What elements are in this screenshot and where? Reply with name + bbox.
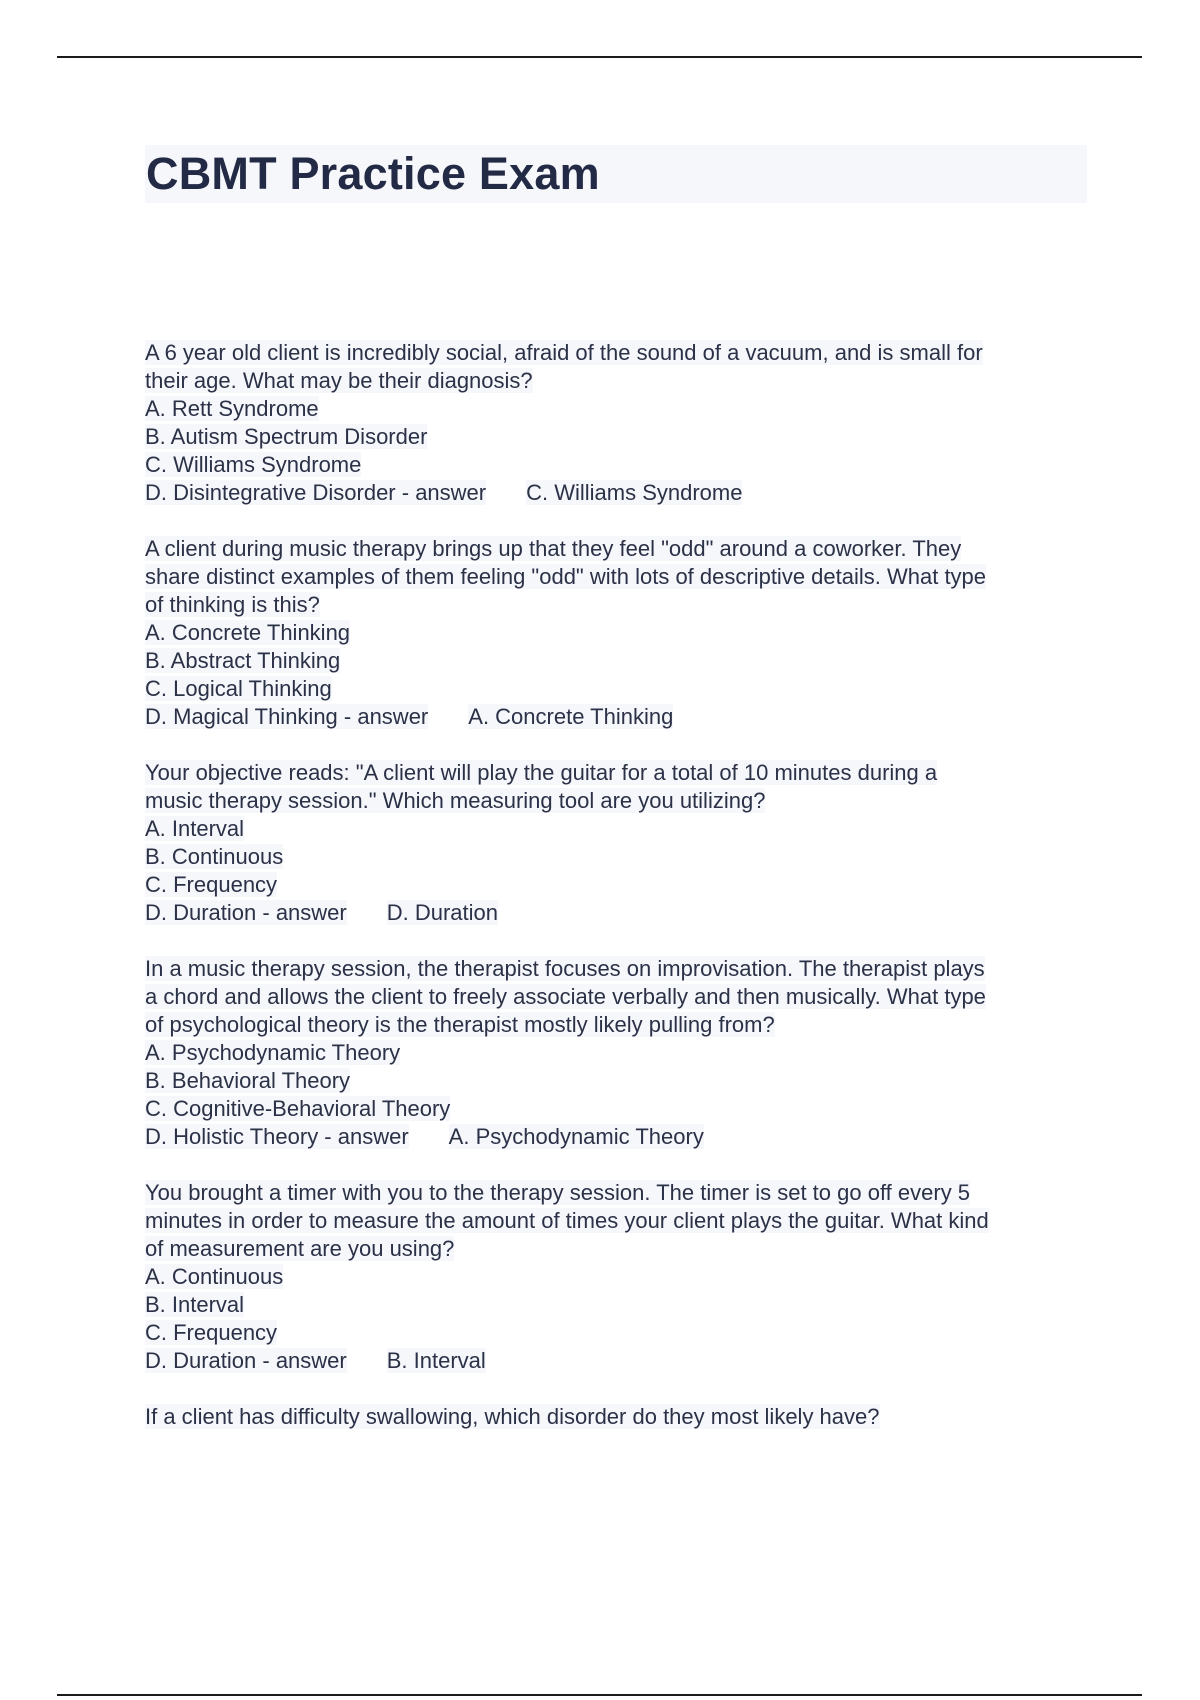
option-c: C. Williams Syndrome	[145, 452, 362, 477]
option-d: D. Holistic Theory - answer	[145, 1124, 409, 1149]
option-d-with-answer	[145, 899, 1095, 927]
question-stem-line: a chord and allows the client to freely associate verbally and then musically. What type	[145, 984, 986, 1009]
question-4	[145, 955, 1095, 1151]
option-d: D. Duration - answer	[145, 1348, 347, 1373]
question-stem-line: of psychological theory is the therapist mostly likely pulling from?	[145, 1012, 775, 1037]
option-b: B. Interval	[145, 1292, 245, 1317]
question-stem-line: of thinking is this?	[145, 592, 320, 617]
option-c: C. Logical Thinking	[145, 676, 332, 701]
option-d-with-answer	[145, 703, 1095, 731]
question-1	[145, 339, 1095, 507]
answer-text: B. Interval	[386, 1348, 486, 1373]
option-c: C. Frequency	[145, 872, 278, 897]
option-d-with-answer	[145, 1347, 1095, 1375]
answer-text: A. Psychodynamic Theory	[448, 1124, 704, 1149]
question-stem-line: of measurement are you using?	[145, 1236, 455, 1261]
answer-text: A. Concrete Thinking	[468, 704, 674, 729]
option-d: D. Duration - answer	[145, 900, 347, 925]
option-b: B. Behavioral Theory	[145, 1068, 351, 1093]
option-b: B. Autism Spectrum Disorder	[145, 424, 428, 449]
question-stem-line: You brought a timer with you to the therapy session. The timer is set to go off every 5	[145, 1180, 971, 1205]
option-d-with-answer	[145, 1123, 1095, 1151]
page-title: CBMT Practice Exam	[146, 148, 600, 199]
question-stem-line: their age. What may be their diagnosis?	[145, 368, 533, 393]
option-c: C. Frequency	[145, 1320, 278, 1345]
question-2	[145, 535, 1095, 731]
option-b: B. Continuous	[145, 844, 284, 869]
option-d-with-answer	[145, 479, 1095, 507]
question-stem-line: A client during music therapy brings up that they feel "odd" around a coworker. They	[145, 536, 962, 561]
option-a: A. Interval	[145, 816, 245, 841]
question-stem-line: minutes in order to measure the amount of times your client plays the guitar. What kind	[145, 1208, 989, 1233]
question-stem-line: A 6 year old client is incredibly social, afraid of the sound of a vacuum, and is small for	[145, 340, 983, 365]
answer-text: C. Williams Syndrome	[526, 480, 743, 505]
option-a: A. Psychodynamic Theory	[145, 1040, 401, 1065]
option-d: D. Disintegrative Disorder - answer	[145, 480, 487, 505]
question-stem-line: In a music therapy session, the therapist focuses on improvisation. The therapist plays	[145, 956, 985, 981]
question-3	[145, 759, 1095, 927]
option-a: A. Concrete Thinking	[145, 620, 351, 645]
answer-text: D. Duration	[386, 900, 499, 925]
option-d: D. Magical Thinking - answer	[145, 704, 429, 729]
question-6	[145, 1403, 1095, 1431]
question-list	[145, 339, 1095, 1459]
option-c: C. Cognitive-Behavioral Theory	[145, 1096, 451, 1121]
bottom-rule	[57, 1694, 1142, 1696]
option-a: A. Rett Syndrome	[145, 396, 319, 421]
question-5	[145, 1179, 1095, 1375]
option-b: B. Abstract Thinking	[145, 648, 341, 673]
option-a: A. Continuous	[145, 1264, 284, 1289]
question-stem-line: If a client has difficulty swallowing, which disorder do they most likely have?	[145, 1404, 880, 1429]
question-stem-line: music therapy session." Which measuring tool are you utilizing?	[145, 788, 766, 813]
top-rule	[57, 56, 1142, 58]
question-stem-line: Your objective reads: "A client will play the guitar for a total of 10 minutes during a	[145, 760, 938, 785]
question-stem-line: share distinct examples of them feeling "odd" with lots of descriptive details. What type	[145, 564, 987, 589]
